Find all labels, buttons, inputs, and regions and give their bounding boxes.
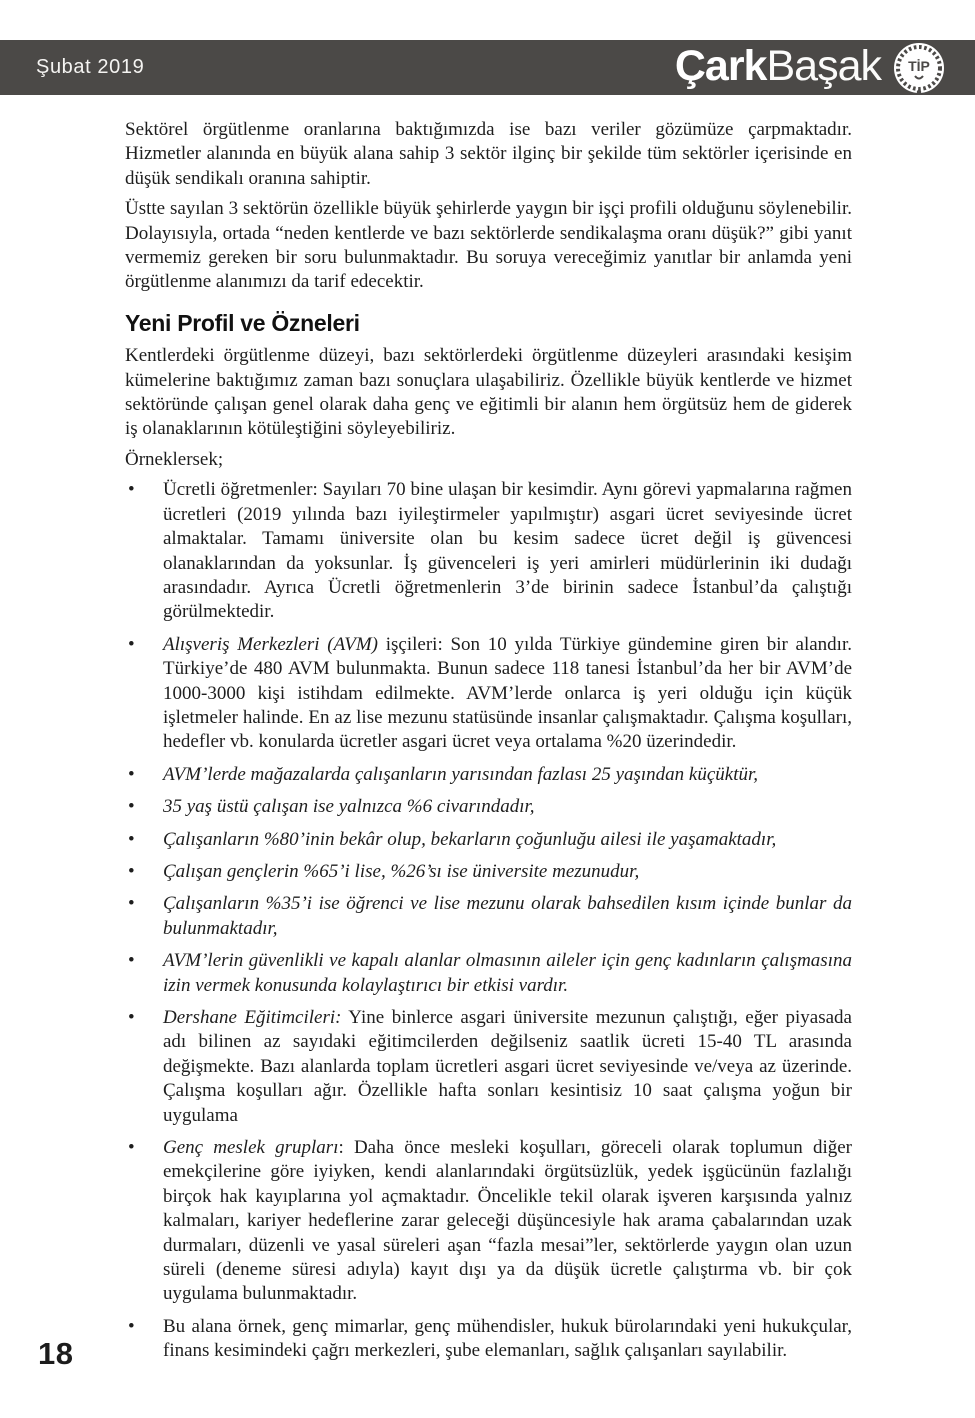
logo-part-basak: Başak (766, 42, 881, 90)
intro-paragraph-1: Sektörel örgütlenme oranlarına baktığımızda ise bazı veriler gözümüze çarpmaktadır. Hizmetler alanında en büyük alana sahip 3 sektör ilginç bir şekilde tüm sektörler içerisinde en düşük sendikalı oranına sahiptir. (125, 119, 852, 189)
section-heading: Yeni Profil ve Özneleri (125, 309, 360, 336)
list-item-text: Bu alana örnek, genç mimarlar, genç mühendisler, hukuk bürolarındaki yeni hukukçular, finans kesimindeki çağrı merkezleri, şube elemanları, sağlık çalışanları sayılabilir. (163, 1315, 852, 1362)
logo-part-cark: Çark (674, 42, 767, 90)
page-number: 18 (38, 1336, 74, 1371)
page-header-bar (0, 40, 975, 95)
list-item-text: Çalışan gençlerin %65’i lise, %26’sı ise üniversite mezunudur, (163, 860, 640, 882)
bullet-marker: • (128, 796, 135, 818)
tip-party-emblem-icon (891, 40, 947, 96)
list-item-text: Alışveriş Merkezleri (AVM) işçileri: Son 10 yılda Türkiye gündemine giren bir alandır. Türkiye’de 480 AVM bulunmakta. Bunun sadece 118 tanesi İstanbul’da her bir AVM’de 1000-3000 kişi istihdam edilmekte. AVM’lerde onlarca iş yeri olduğu için küçük işletmeler halinde. En az lise mezunu statüsünde insanlar çalışmaktadır. Çalışma koşulları, hedefler vb. konularda ücretler asgari ücret veya ortalama %20 üzerindedir. (163, 633, 852, 753)
list-item-text: Çalışanların %80’inin bekâr olup, bekarların çoğunluğu ailesi ile yaşamaktadır, (163, 828, 777, 850)
bullet-marker: • (128, 860, 135, 882)
list-item (125, 1006, 852, 1128)
bullet-marker: • (128, 1007, 135, 1028)
list-item-text: AVM’lerin güvenlikli ve kapalı alanlar olmasının aileler için genç kadınların çalışmasına izin vermek konusunda kolaylaştırıcı bir etkisi vardır. (163, 950, 852, 996)
magazine-logo-text (674, 42, 881, 90)
list-item (125, 1136, 852, 1307)
list-item-text: 35 yaş üstü çalışan ise yalnızca %6 civarındadır, (163, 796, 535, 818)
intro-paragraph-2: Üstte sayılan 3 sektörün özellikle büyük şehirlerde yaygın bir işçi profili olduğunu söylenebilir. Dolayısıyla, ortada “neden kentlerde ve bazı sektörlerde sendikalaşma oranı düşük?” gibi yanıt vermemiz gereken bir soru bulunmaktadır. Bu soruya vereceğimiz yanıtlar bir anlamda yeni örgütlenme alanımızı da tarif edecektir. (125, 198, 852, 293)
list-item-text: Ücretli öğretmenler: Sayıları 70 bine ulaşan bir kesimdir. Aynı görevi yapmalarına rağmen ücretleri (2019 yılında bazı iyileştirmeler yapılmıştır) asgari ücret seviyesinde ücret almaktalar. Tamamı üniversite olan bu kesim sadece ücret değil iş güvencesi olanaklarından da yoksunlar. İş güvenceleri iş yeri amirleri müdürlerinin iki dudağı arasındadır. Ayrıca Ücretli öğretmenlerin 3’de birinin sadece İstanbul’da çalıştığı görülmektedir. (163, 479, 852, 623)
list-item (125, 633, 852, 755)
list-item (125, 949, 852, 998)
issue-date: Şubat 2019 (36, 56, 145, 78)
bullet-marker: • (128, 633, 135, 655)
list-item (125, 892, 852, 941)
list-item (125, 763, 852, 787)
list-item (125, 1315, 852, 1364)
list-item (125, 478, 852, 624)
bullet-list (125, 478, 852, 1363)
list-item-text: Dershane Eğitimcileri: Yine binlerce asgari üniversite mezunun çalıştığı, eğer piyasada adı bilinen az sayıdaki eğitimcilerden değilseniz saatlik ücreti 15-40 TL arasında değişmekte. Bazı alanlarda toplam ücretleri asgari ücret seviyesinde ve/veya az üzerinde. Çalışma koşulları ağır. Özellikle hafta sonları kesintisiz 10 saat çalışma yoğun bir uygulama (163, 1007, 852, 1126)
bullet-marker: • (128, 1315, 135, 1337)
bullet-marker: • (128, 763, 135, 785)
list-item-text: AVM’lerde mağazalarda çalışanların yarısından fazlası 25 yaşından küçüktür, (163, 763, 759, 785)
bullet-marker: • (128, 828, 135, 850)
article-body (125, 118, 852, 1372)
list-item-text: Genç meslek grupları: Daha önce mesleki koşulları, göreceli olarak toplumun diğer emekçilerine göre iyiyken, kendi alanlarındaki örgütsüzlük, yedek işgücünün fazlalığı birçok hak kayıplarına yol açmaktadır. Öncelikle tekil olarak işveren karşısında yalnız kalmaları, kariyer hedeflerine zarar geleceği düşüncesiyle hak arama çabalarından uzak durmaları, düzenli ve yasal süreleri aşan “fazla mesai”ler, sektörlerde yaygın olan uzun süreli (deneme süresi adıyla) kayıt dışı ya da düşük ücretle çalıştırma vb. bir çok uygulama bulunmaktadır. (163, 1137, 852, 1305)
list-item (125, 860, 852, 884)
bullet-marker: • (128, 893, 135, 915)
bullet-marker: • (128, 950, 135, 972)
list-intro: Örneklersek; (125, 448, 224, 470)
list-item-text: Çalışanların %35’i ise öğrenci ve lise mezunu olarak bahsedilen kısım içinde bunlar da bulunmaktadır, (163, 893, 852, 939)
list-item (125, 828, 852, 852)
list-item (125, 795, 852, 819)
bullet-marker: • (128, 1137, 135, 1159)
magazine-logo (675, 40, 947, 95)
section-paragraph: Kentlerdeki örgütlenme düzeyi, bazı sektörlerdeki örgütlenme düzeyleri arasındaki kesişim kümelerine baktığımız zaman bazı sonuçlara ulaşabiliriz. Özellikle büyük kentlerde ve hizmet sektöründe çalışan genel olarak daha genç ve eğitimli bir alanın hem örgütsüz hem de giderek iş olanaklarının kötüleştiğini söyleyebiliriz. (125, 345, 852, 440)
emblem-tip-text: TİP (908, 57, 930, 74)
bullet-marker: • (128, 479, 135, 501)
